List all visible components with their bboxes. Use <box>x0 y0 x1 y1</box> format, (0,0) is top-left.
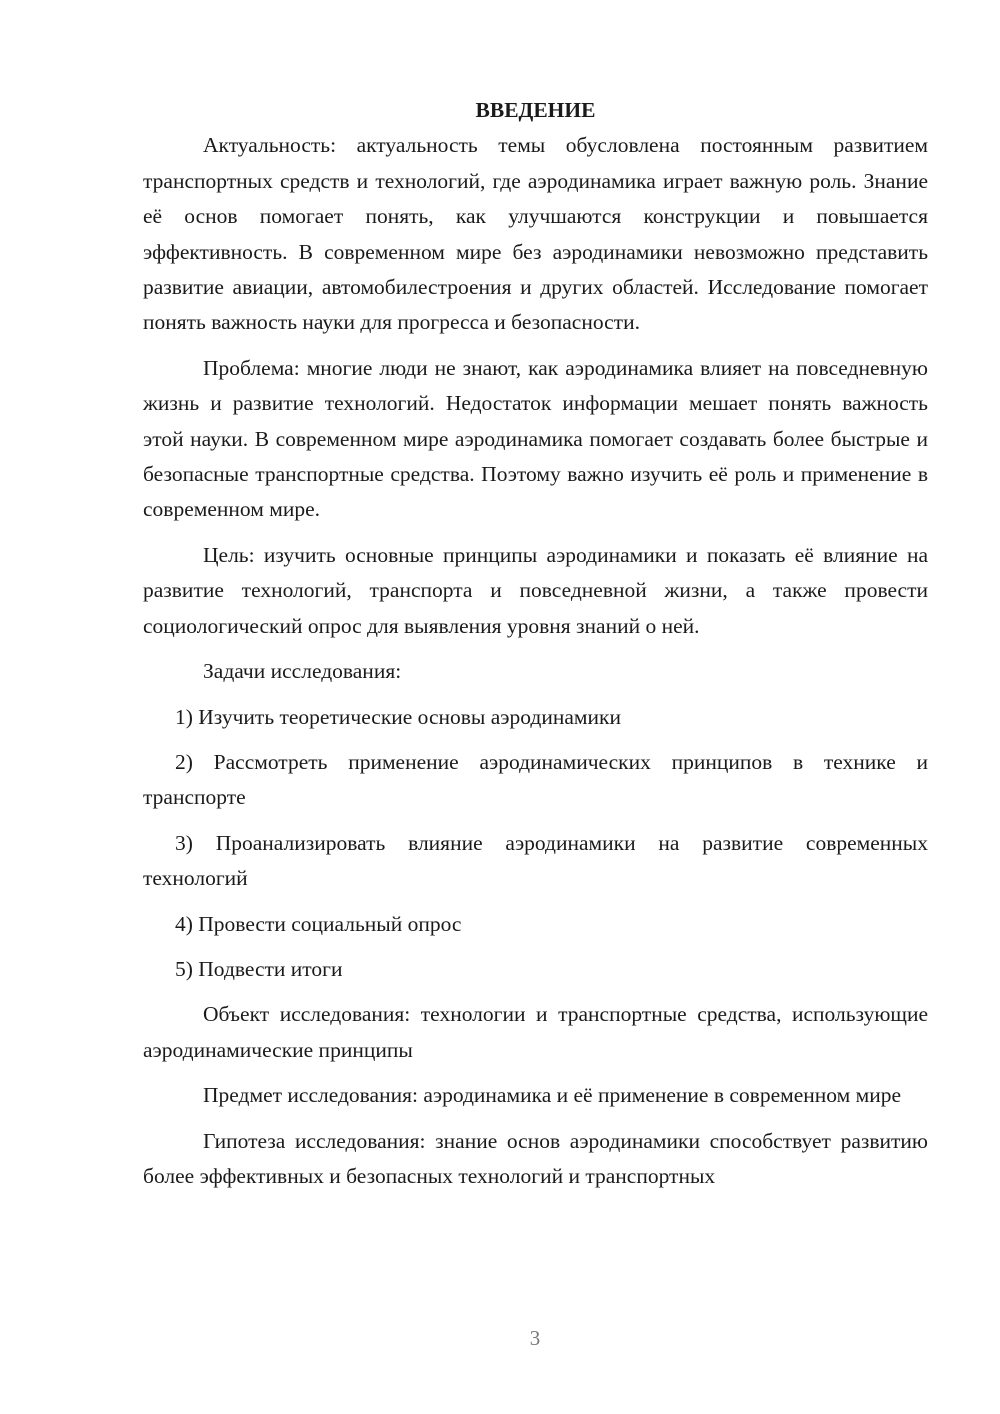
task-item: 4) Провести социальный опрос <box>175 911 462 936</box>
paragraph-object: Объект исследования: технологии и транспортные средства, использующие аэродинамические принципы <box>143 1002 928 1062</box>
document-page <box>143 92 928 1204</box>
paragraph-hypothesis: Гипотеза исследования: знание основ аэродинамики способствует развитию более эффективных и безопасных технологий и транспортных <box>143 1128 928 1188</box>
paragraph-goal: Цель: изучить основные принципы аэродинамики и показать её влияние на развитие технологий, транспорта и повседневной жизни, а также провести социологический опрос для выявления уровня знаний о ней. <box>143 542 928 638</box>
page-number: 3 <box>529 1326 541 1350</box>
task-item: 3) Проанализировать влияние аэродинамики на развитие современных технологий <box>143 830 928 891</box>
paragraph-relevance: Актуальность: актуальность темы обусловлена постоянным развитием транспортных средств и технологий, где аэродинамика играет важную роль. Знание её основ помогает понять, как улучшаются конструкции и повышается эффективность. В современном мире без аэродинамики невозможно представить развитие авиации, автомобилестроения и других областей. Исследование помогает понять важность науки для прогресса и безопасности. <box>143 133 928 335</box>
paragraph-subject: Предмет исследования: аэродинамика и её применение в современном мире <box>203 1083 901 1108</box>
section-title: ВВЕДЕНИЕ <box>475 98 596 122</box>
task-item: 5) Подвести итоги <box>175 956 343 981</box>
task-item: 1) Изучить теоретические основы аэродинамики <box>175 704 621 729</box>
tasks-heading: Задачи исследования: <box>203 659 402 684</box>
task-item: 2) Рассмотреть применение аэродинамических принципов в технике и транспорте <box>143 749 928 810</box>
paragraph-problem: Проблема: многие люди не знают, как аэродинамика влияет на повседневную жизнь и развитие технологий. Недостаток информации мешает понять важность этой науки. В современном мире аэродинамика помогает создавать более быстрые и безопасные транспортные средства. Поэтому важно изучить её роль и применение в современном мире. <box>143 355 928 522</box>
